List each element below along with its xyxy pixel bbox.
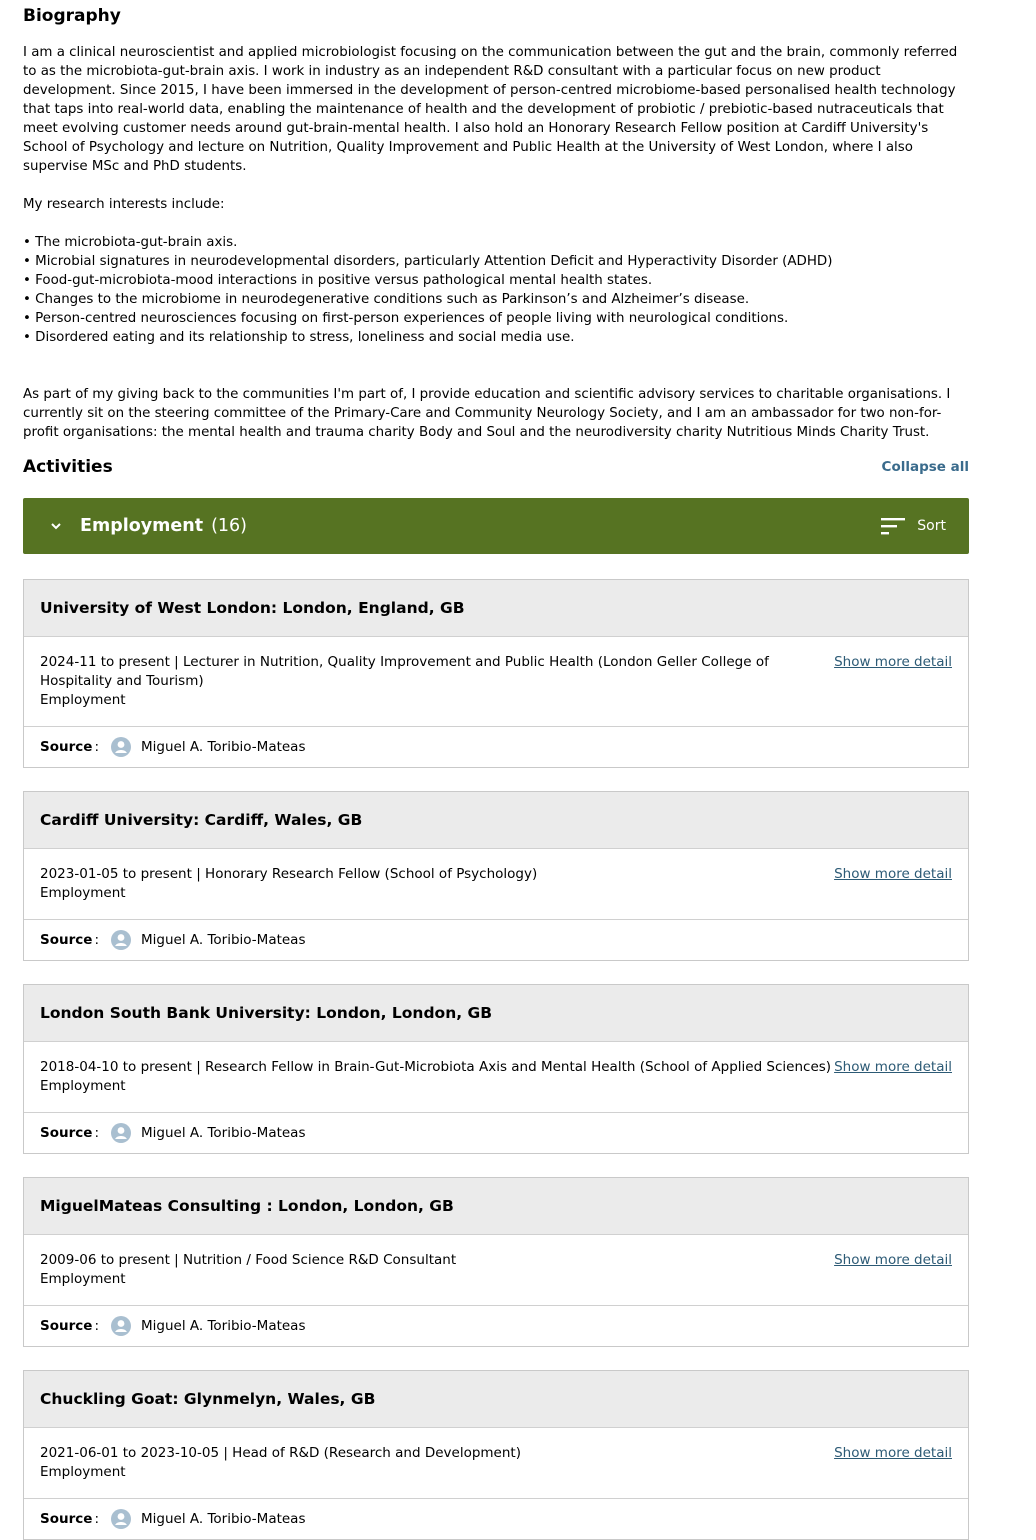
sort-label: Sort	[917, 518, 946, 534]
employment-section-header[interactable]	[23, 498, 969, 554]
activity-type: Employment	[40, 885, 126, 901]
activity-type: Employment	[40, 1078, 126, 1094]
employment-details	[24, 1235, 968, 1306]
sort-icon	[881, 517, 905, 535]
source-name: Miguel A. Toribio-Mateas	[141, 1125, 306, 1141]
show-more-detail-link[interactable]: Show more detail	[834, 1445, 952, 1461]
employment-details	[24, 849, 968, 920]
source-label: Source	[40, 1511, 93, 1527]
source-row: Source : Miguel A. Toribio-Mateas	[40, 1511, 306, 1527]
employment-details	[24, 1428, 968, 1499]
role-line: 2021-06-01 to 2023-10-05 | Head of R&D (Research and Development)	[40, 1445, 521, 1461]
role-line: 2018-04-10 to present | Research Fellow in Brain-Gut-Microbiota Axis and Mental Health (School of Applied Sciences)	[40, 1059, 832, 1075]
source-row: Source : Miguel A. Toribio-Mateas	[40, 932, 306, 948]
biography-heading: Biography	[23, 6, 121, 26]
show-more-detail-link[interactable]: Show more detail	[834, 1059, 952, 1075]
organization-name: MiguelMateas Consulting : London, London, GB	[24, 1178, 968, 1235]
employment-card	[23, 984, 969, 1154]
sort-button[interactable]	[881, 517, 946, 535]
interest-item: • Disordered eating and its relationship to stress, loneliness and social media use.	[23, 328, 969, 347]
source-row: Source : Miguel A. Toribio-Mateas	[40, 1318, 306, 1334]
biography-paragraph: I am a clinical neuroscientist and applied microbiologist focusing on the communication between the gut and the brain, commonly referred to as the microbiota-gut-brain axis. I work in industry as an independent R&D consultant with a particular focus on new product development. Since 2015, I have been immersed in the development of person-centred microbiome-based personalised health technology that taps into real-world data, enabling the maintenance of health and the development of probiotic / prebiotic-based nutraceuticals that meet evolving customer needs around gut-brain-mental health. I also hold an Honorary Research Fellow position at Cardiff University's School of Psychology and lecture on Nutrition, Quality Improvement and Public Health at the University of West London, where I also supervise MSc and PhD students.	[23, 45, 958, 174]
role-line: 2023-01-05 to present | Honorary Research Fellow (School of Psychology)	[40, 866, 538, 882]
activity-type: Employment	[40, 1464, 126, 1480]
source-name: Miguel A. Toribio-Mateas	[141, 739, 306, 755]
source-label: Source	[40, 739, 93, 755]
source-label: Source	[40, 1318, 93, 1334]
organization-name: Chuckling Goat: Glynmelyn, Wales, GB	[24, 1371, 968, 1428]
activities-heading: Activities	[23, 457, 113, 477]
employment-card	[23, 1177, 969, 1347]
role-line: 2024-11 to present | Lecturer in Nutrition, Quality Improvement and Public Health (London Geller College of Hospitality and Tourism)	[40, 654, 769, 689]
employment-details	[24, 637, 968, 727]
employment-details	[24, 1042, 968, 1113]
user-icon	[111, 1123, 131, 1143]
interest-item: • Food-gut-microbiota-mood interactions in positive versus pathological mental health states.	[23, 271, 969, 290]
organization-name: Cardiff University: Cardiff, Wales, GB	[24, 792, 968, 849]
biography-text	[23, 43, 969, 461]
collapse-all-button[interactable]: Collapse all	[881, 459, 969, 475]
source-label: Source	[40, 932, 93, 948]
activity-type: Employment	[40, 1271, 126, 1287]
source-name: Miguel A. Toribio-Mateas	[141, 932, 306, 948]
show-more-detail-link[interactable]: Show more detail	[834, 866, 952, 882]
interest-item: • Microbial signatures in neurodevelopmental disorders, particularly Attention Deficit and Hyperactivity Disorder (ADHD)	[23, 252, 969, 271]
organization-name: University of West London: London, England, GB	[24, 580, 968, 637]
interest-item: • Person-centred neurosciences focusing on first-person experiences of people living with neurological conditions.	[23, 309, 969, 328]
activity-type: Employment	[40, 692, 126, 708]
user-icon	[111, 737, 131, 757]
show-more-detail-link[interactable]: Show more detail	[834, 654, 952, 670]
chevron-down-icon[interactable]	[49, 519, 63, 533]
role-line: 2009-06 to present | Nutrition / Food Science R&D Consultant	[40, 1252, 457, 1268]
source-row: Source : Miguel A. Toribio-Mateas	[40, 1125, 306, 1141]
employment-card	[23, 1370, 969, 1540]
source-label: Source	[40, 1125, 93, 1141]
user-icon	[111, 930, 131, 950]
interest-item: • The microbiota-gut-brain axis.	[23, 233, 969, 252]
source-name: Miguel A. Toribio-Mateas	[141, 1511, 306, 1527]
source-name: Miguel A. Toribio-Mateas	[141, 1318, 306, 1334]
employment-label: Employment	[80, 516, 204, 536]
organization-name: London South Bank University: London, London, GB	[24, 985, 968, 1042]
biography-paragraph: As part of my giving back to the communities I'm part of, I provide education and scientific advisory services to charitable organisations. I currently sit on the steering committee of the Primary-Care and Community Neurology Society, and I am an ambassador for two non-for-profit organisations: the mental health and trauma charity Body and Soul and the neurodiversity charity Nutritious Minds Charity Trust.	[23, 387, 951, 440]
show-more-detail-link[interactable]: Show more detail	[834, 1252, 952, 1268]
interests-list	[23, 233, 969, 347]
user-icon	[111, 1316, 131, 1336]
interests-intro: My research interests include:	[23, 197, 225, 212]
employment-card	[23, 579, 969, 768]
source-row: Source : Miguel A. Toribio-Mateas	[40, 739, 306, 755]
interest-item: • Changes to the microbiome in neurodegenerative conditions such as Parkinson’s and Alzheimer’s disease.	[23, 290, 969, 309]
employment-card	[23, 791, 969, 961]
user-icon	[111, 1509, 131, 1529]
employment-count: (16)	[211, 516, 248, 536]
